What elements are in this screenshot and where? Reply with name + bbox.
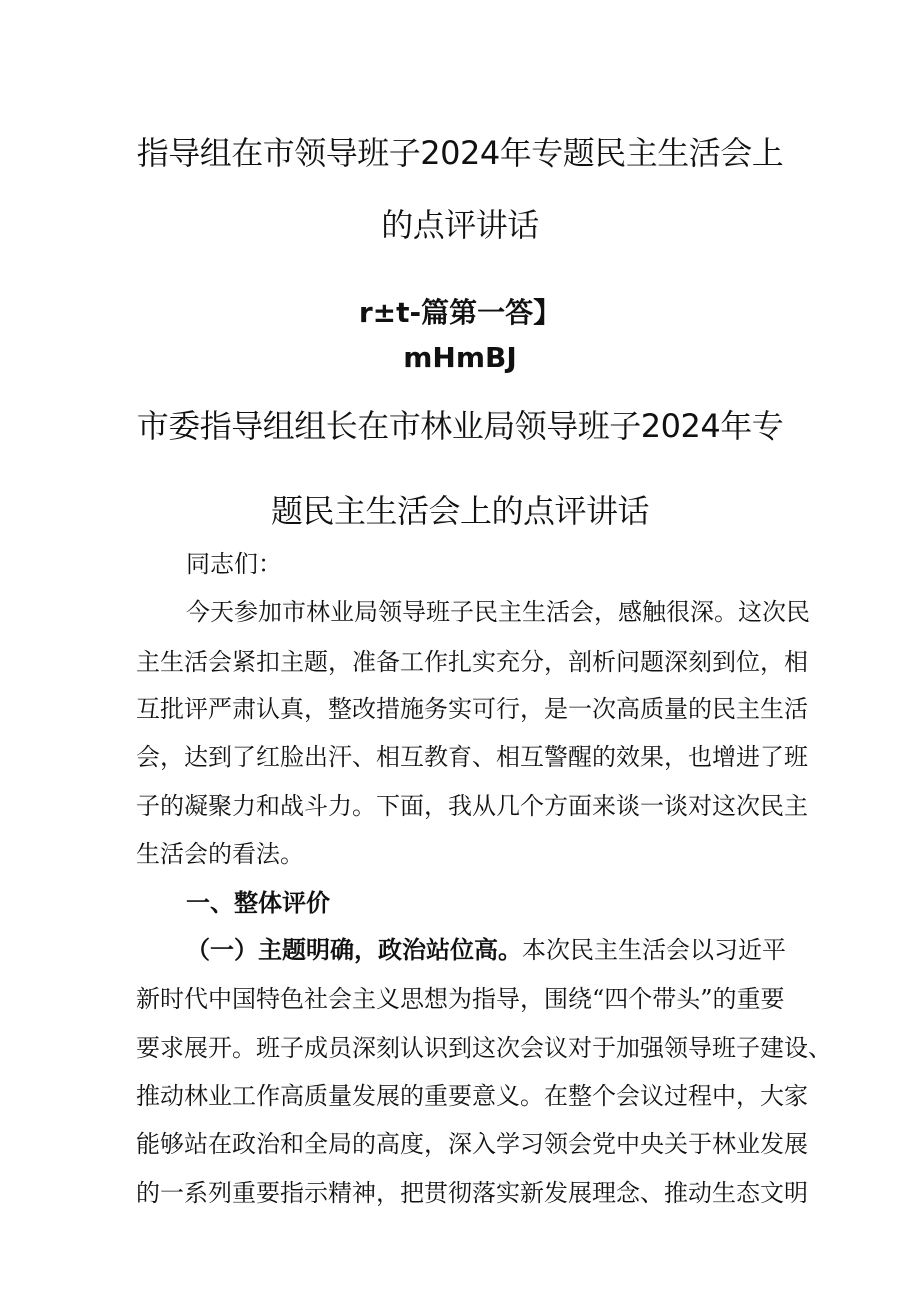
point-1-text: 本次民主生活会以习近平 (522, 936, 786, 964)
subtitle-line-2: mHmBJ (403, 341, 517, 374)
point-1-first-line (186, 935, 796, 965)
intro-line: 今天参加市林业局领导班子民主生活会，感触很深。这次民 (186, 598, 810, 626)
intro-line: 子的凝聚力和战斗力。下面，我从几个方面来谈一谈对这次民主 (136, 792, 808, 820)
intro-line: 互批评严肃认真，整改措施务实可行，是一次高质量的民主生活 (136, 695, 808, 723)
greeting: 同志们： (186, 550, 282, 578)
intro-line: 会，达到了红脸出汗、相互教育、相互警醒的效果，也增进了班 (136, 743, 808, 771)
point-1-line: 要求展开。班子成员深刻认识到这次会议对于加强领导班子建设、 (136, 1034, 832, 1062)
point-1-line: 能够站在政治和全局的高度，深入学习领会党中央关于林业发展 (136, 1130, 808, 1158)
section-heading: 一、整体评价 (186, 889, 330, 917)
point-1-line: 的一系列重要指示精神，把贯彻落实新发展理念、推动生态文明 (136, 1179, 808, 1207)
document-title-line-1: 指导组在市领导班子2024年专题民主生活会上 (136, 134, 784, 172)
subtitle-line-1: r±t-篇第一答】 (358, 296, 562, 329)
point-1-line: 新时代中国特色社会主义思想为指导，围绕“四个带头”的重要 (136, 985, 785, 1013)
speech-title-line-1: 市委指导组组长在市林业局领导班子2024年专 (136, 407, 784, 445)
intro-line: 生活会的看法。 (136, 840, 304, 868)
document-title-line-2: 的点评讲话 (381, 206, 539, 244)
point-1-heading: （一）主题明确，政治站位高。 (186, 936, 522, 964)
intro-line: 主生活会紧扣主题，准备工作扎实充分，剖析问题深刻到位，相 (136, 648, 808, 676)
point-1-line: 推动林业工作高质量发展的重要意义。在整个会议过程中，大家 (136, 1082, 808, 1110)
speech-title-line-2: 题民主生活会上的点评讲话 (270, 492, 649, 530)
